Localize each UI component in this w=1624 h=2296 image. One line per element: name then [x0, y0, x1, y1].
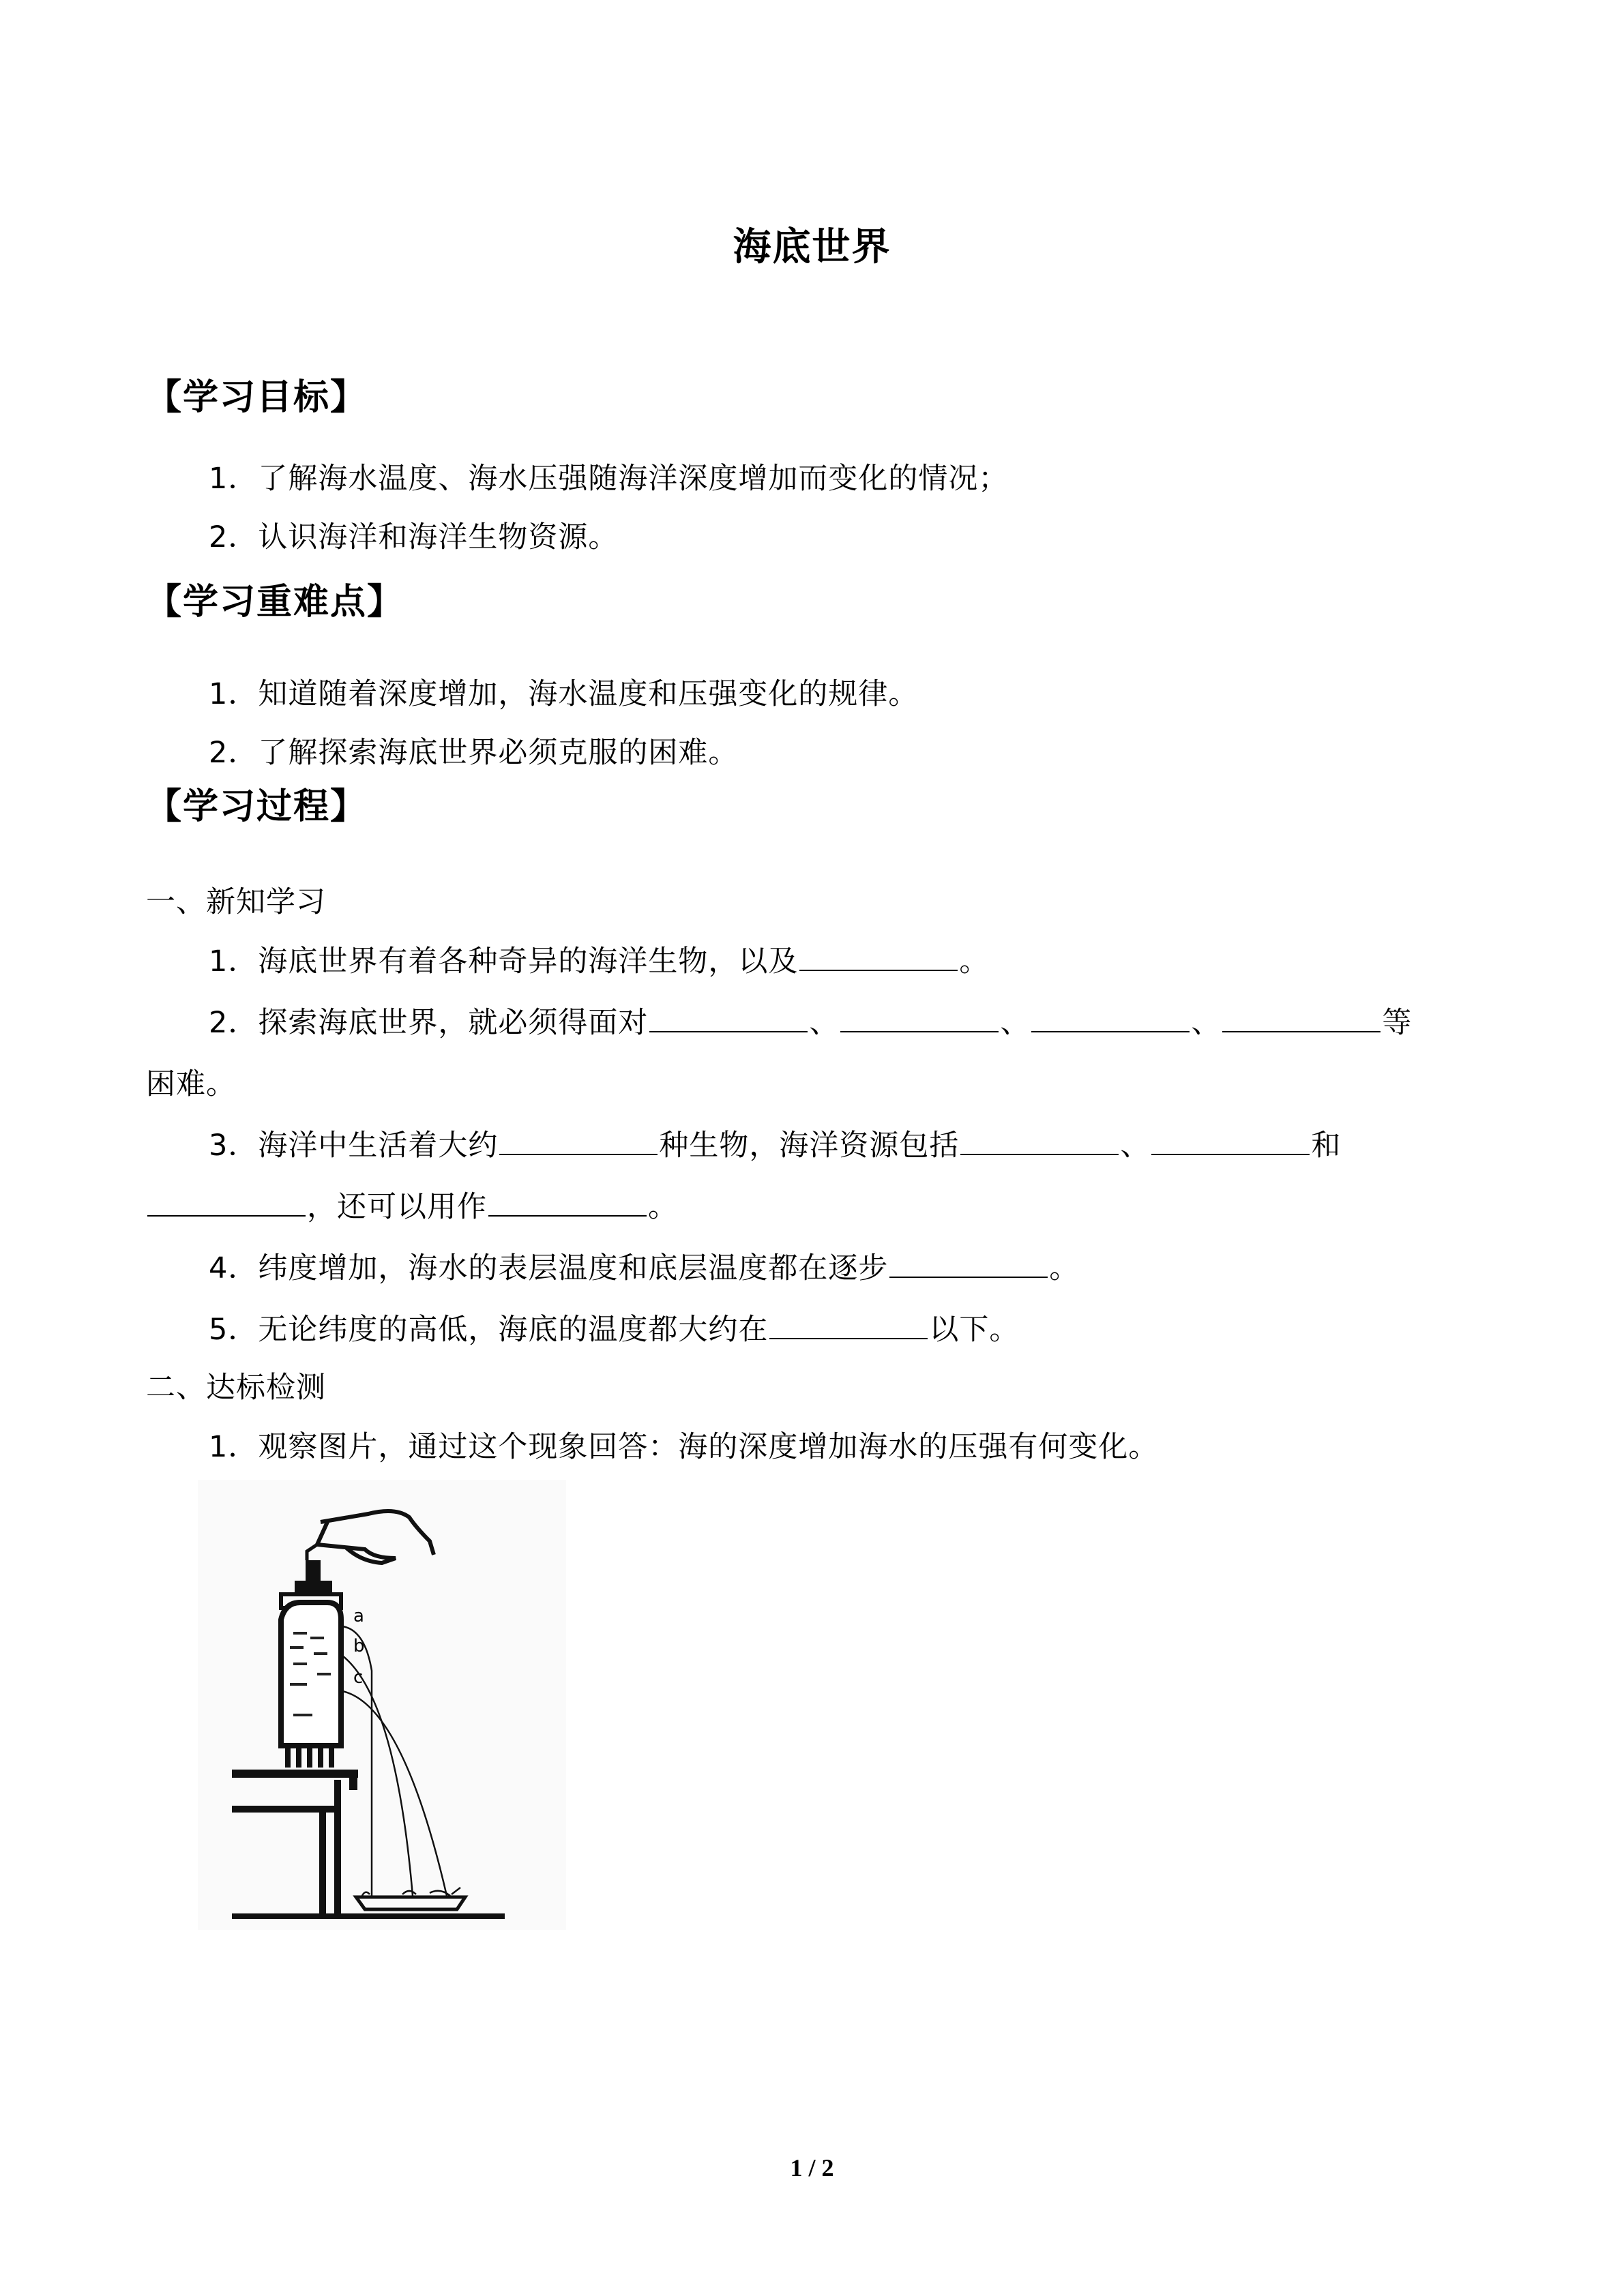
answer-blank[interactable] [769, 1311, 928, 1339]
question-text: 等 [1382, 1006, 1413, 1040]
separator: 、 [1120, 1129, 1151, 1163]
hole-label-c: c [353, 1667, 364, 1688]
objective-item-1: 1．了解海水温度、海水压强随海洋深度增加而变化的情况； [209, 462, 1009, 496]
part2-label: 二、达标检测 [146, 1371, 326, 1405]
part1-label: 一、新知学习 [146, 885, 326, 919]
answer-blank[interactable] [649, 1004, 808, 1032]
answer-blank[interactable] [1031, 1004, 1190, 1032]
question-1-5 [209, 1309, 1019, 1350]
page-number: 1 / 2 [790, 2154, 834, 2181]
answer-blank[interactable] [488, 1188, 647, 1217]
hole-label-b: b [353, 1636, 365, 1656]
separator: 、 [809, 1006, 840, 1040]
question-text: 和 [1311, 1129, 1342, 1163]
heading-process: 【学习过程】 [146, 786, 368, 827]
question-text: ，还可以用作 [307, 1190, 487, 1224]
question-text: 5．无论纬度的高低，海底的温度都大约在 [209, 1313, 769, 1347]
question-text: 以下。 [929, 1313, 1020, 1347]
key-point-item-1: 1．知道随着深度增加，海水温度和压强变化的规律。 [209, 677, 919, 711]
question-1-2 [209, 1002, 1412, 1043]
answer-blank[interactable] [799, 942, 958, 971]
answer-blank[interactable] [840, 1004, 999, 1032]
answer-blank[interactable] [147, 1188, 306, 1217]
answer-blank[interactable] [960, 1127, 1119, 1155]
question-text: 。 [648, 1190, 678, 1224]
answer-blank[interactable] [1222, 1004, 1381, 1032]
question-text: 4．纬度增加，海水的表层温度和底层温度都在逐步 [209, 1251, 889, 1285]
pressure-experiment-figure [198, 1480, 566, 1930]
question-text: 1．海底世界有着各种奇异的海洋生物，以及 [209, 944, 799, 979]
key-point-item-2: 2．了解探索海底世界必须克服的困难。 [209, 736, 739, 770]
question-1-1 [209, 941, 989, 982]
bottle-jets-illustration [198, 1480, 566, 1930]
heading-objectives: 【学习目标】 [146, 377, 368, 418]
question-1-4 [209, 1248, 1079, 1289]
question-2-1: 1．观察图片，通过这个现象回答：海的深度增加海水的压强有何变化。 [209, 1430, 1159, 1464]
separator: 、 [1000, 1006, 1031, 1040]
document-title: 海底世界 [733, 224, 891, 269]
hole-label-a: a [353, 1606, 364, 1626]
question-text: 。 [959, 944, 990, 979]
question-text: 2．探索海底世界，就必须得面对 [209, 1006, 649, 1040]
separator: 、 [1191, 1006, 1222, 1040]
objective-item-2: 2．认识海洋和海洋生物资源。 [209, 520, 619, 554]
question-1-3-continued [146, 1187, 678, 1227]
answer-blank[interactable] [1151, 1127, 1310, 1155]
question-text: 3．海洋中生活着大约 [209, 1129, 499, 1163]
answer-blank[interactable] [499, 1127, 658, 1155]
answer-blank[interactable] [889, 1249, 1048, 1278]
question-1-3 [209, 1125, 1341, 1166]
question-1-2-continued: 困难。 [146, 1067, 236, 1101]
question-text: 。 [1049, 1251, 1080, 1285]
question-text: 种生物，海洋资源包括 [659, 1129, 960, 1163]
heading-key-points: 【学习重难点】 [146, 582, 404, 623]
